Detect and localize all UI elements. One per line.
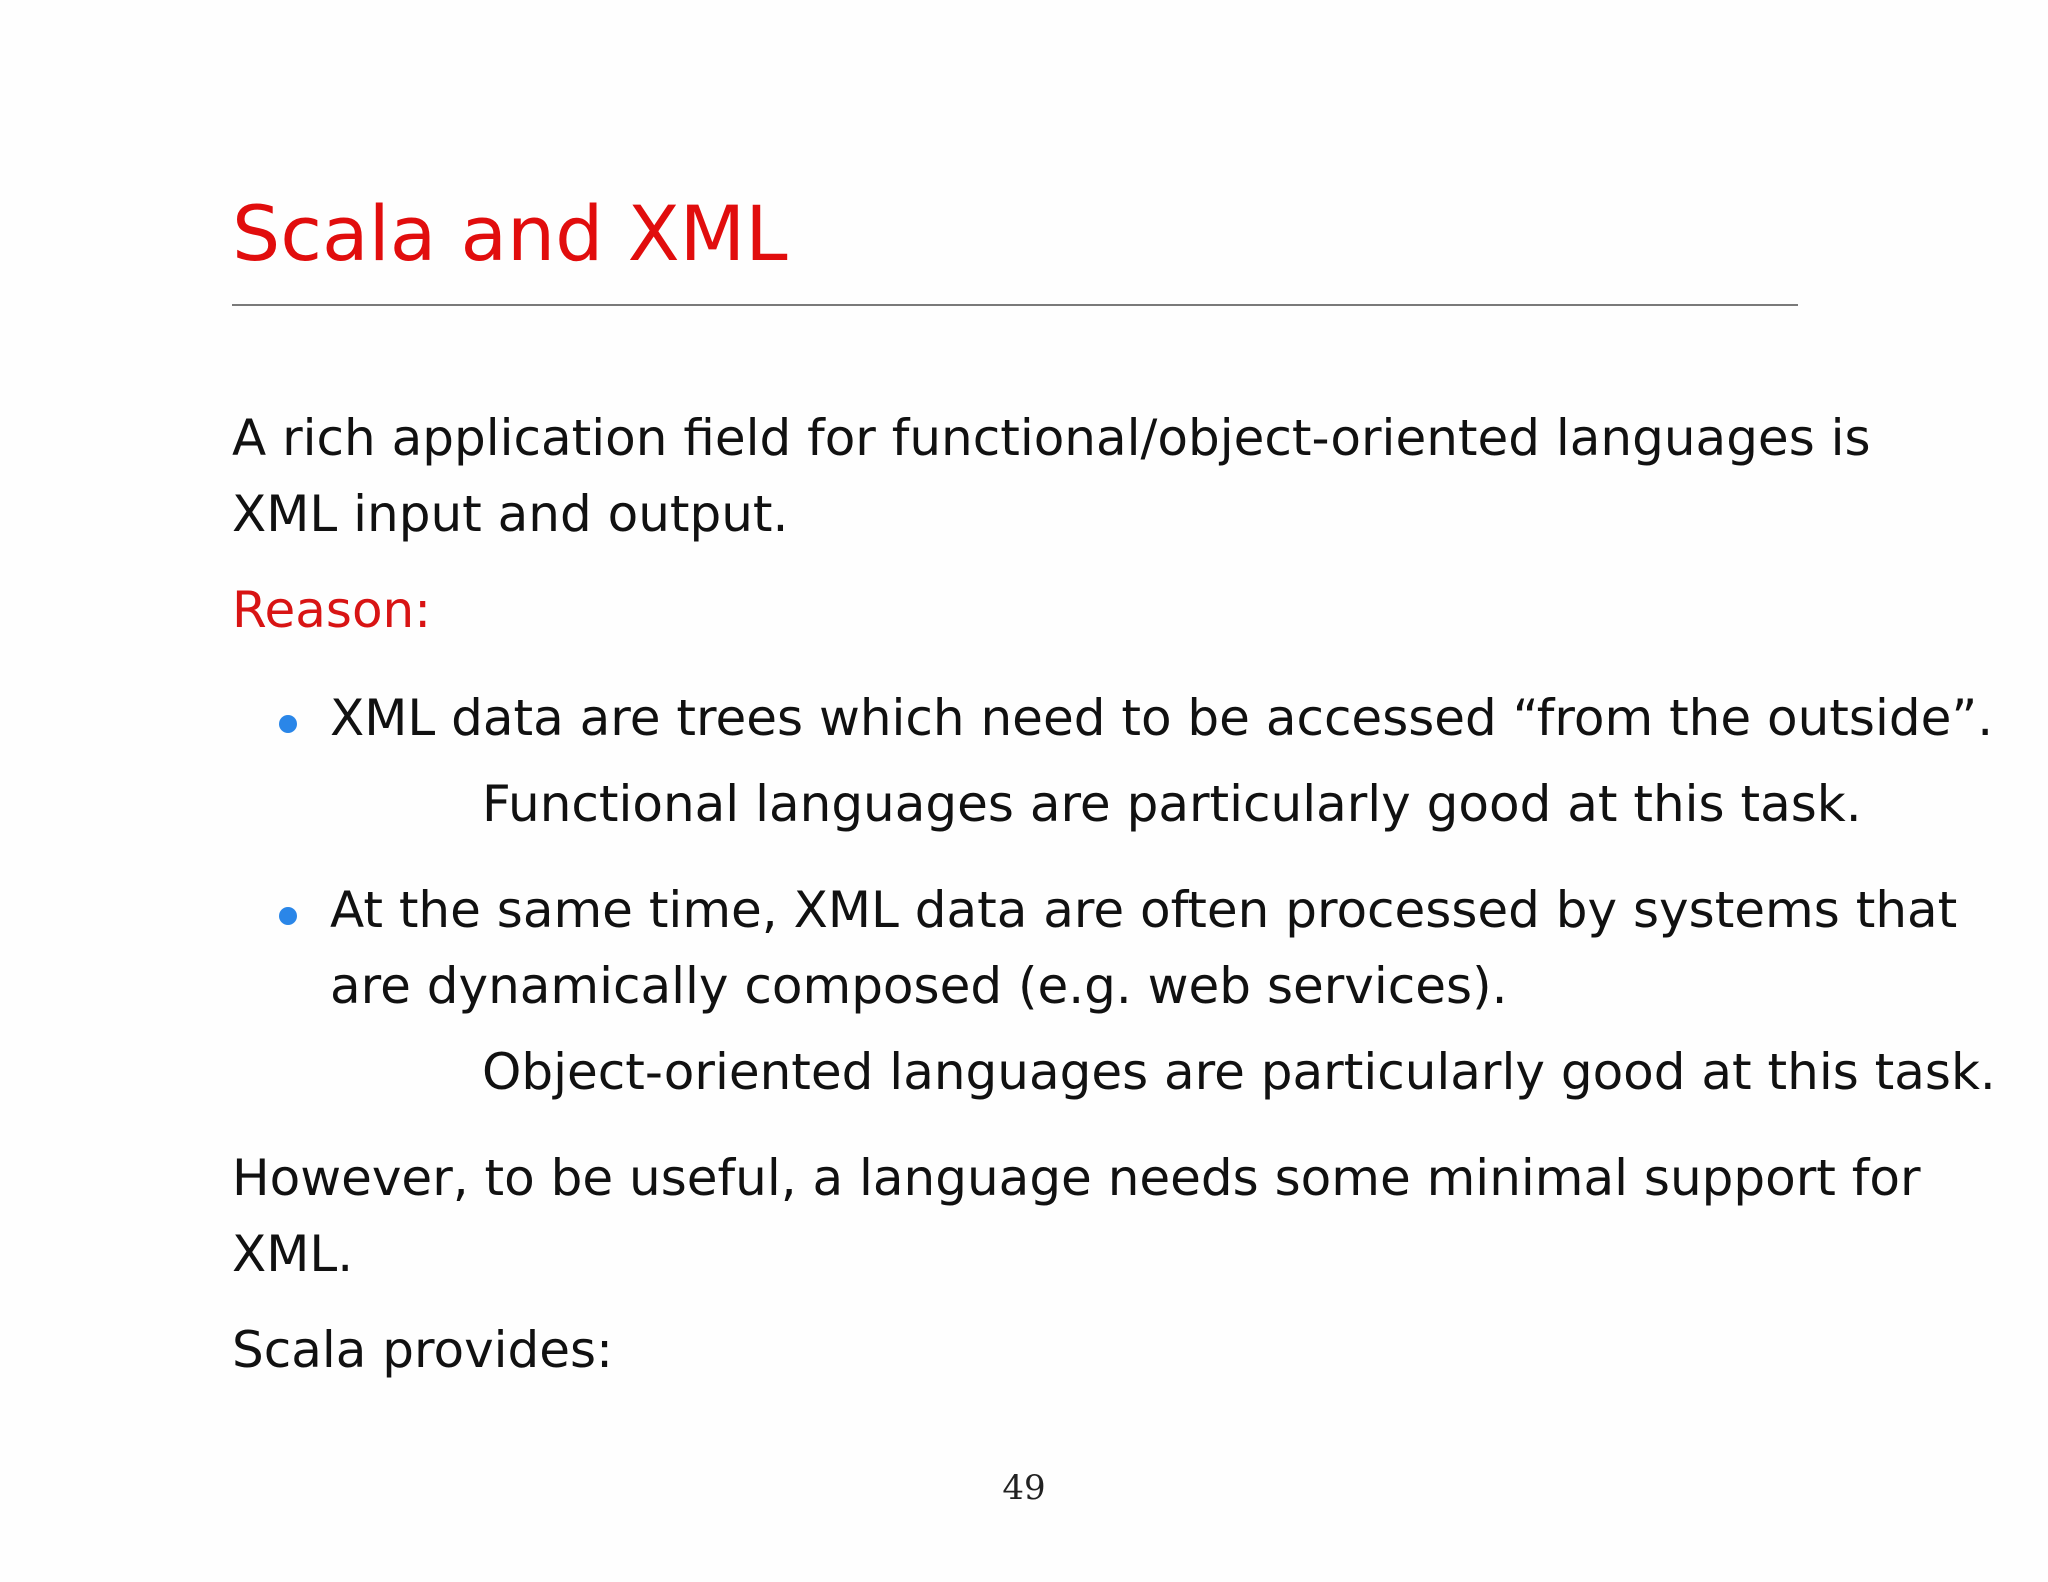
bullet-1-text: XML data are trees which need to be accessed “from the outside”. [330,689,1994,747]
bullet-icon [279,715,297,733]
intro-line-2: XML input and output. [232,485,789,543]
bullet-2-line-1: At the same time, XML data are often processed by systems that [330,881,1958,939]
title-divider [232,304,1798,306]
however-line-2: XML. [232,1225,354,1283]
bullet-2-note: Object-oriented languages are particularly good at this task. [482,1043,1996,1101]
bullet-1-note: Functional languages are particularly good at this task. [482,775,1862,833]
slide-title: Scala and XML [232,189,788,278]
bullet-icon [279,907,297,925]
bullet-2-line-2: are dynamically composed (e.g. web services). [330,957,1508,1015]
reason-label: Reason: [232,581,432,639]
however-line-1: However, to be useful, a language needs some minimal support for [232,1149,1921,1207]
page-number: 49 [1002,1468,1046,1508]
scala-provides: Scala provides: [232,1321,613,1379]
intro-line-1: A rich application field for functional/object-oriented languages is [232,409,1871,467]
